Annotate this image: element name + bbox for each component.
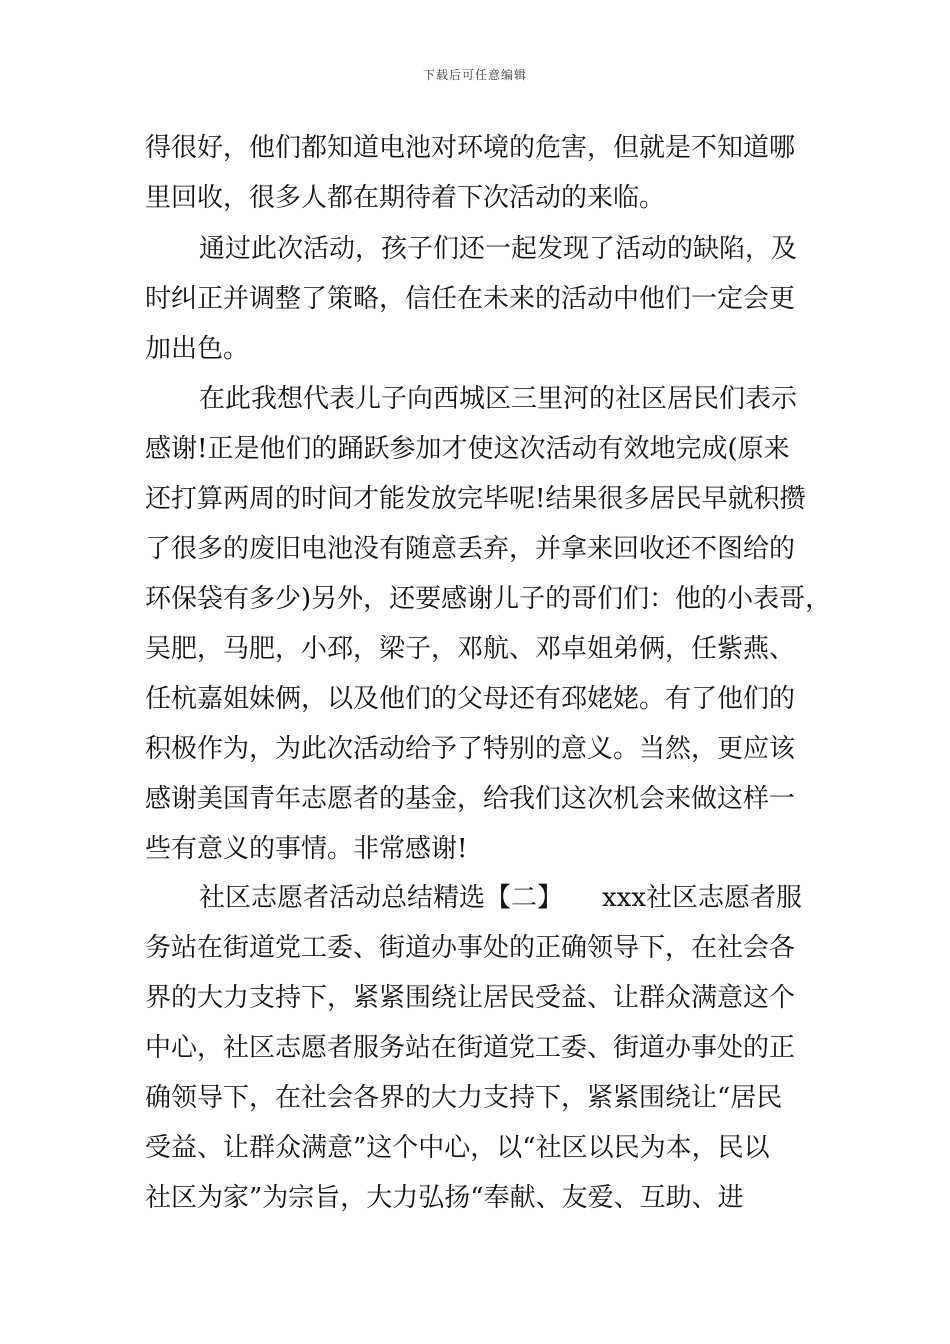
text-line: 些有意义的事情。非常感谢! [145,834,468,864]
text-line: 界的大力支持下，紧紧围绕让居民受益、让群众满意这个 [145,983,796,1013]
text-line: 务站在街道党工委、街道办事处的正确领导下，在社会各 [145,933,796,963]
text-line: 任杭嘉姐妹俩，以及他们的父母还有邳姥姥。有了他们的 [145,684,796,714]
text-line: 积极作为，为此次活动给予了特别的意义。当然，更应该 [145,734,796,764]
text-line: 社区为家”为宗旨，大力弘扬“奉献、友爱、互助、进 [145,1183,744,1213]
text-line: 环保袋有多少)另外，还要感谢儿子的哥们们：他的小表哥， [145,584,832,614]
text-line: 了很多的废旧电池没有随意丢弃，并拿来回收还不图给的 [145,534,796,564]
text-line: 吴肥，马肥，小邳，梁子，邓航、邓卓姐弟俩，任紫燕、 [145,634,796,664]
text-line: 通过此次活动，孩子们还一起发现了活动的缺陷，及 [199,234,798,264]
text-line: 感谢美国青年志愿者的基金，给我们这次机会来做这样一 [145,784,796,814]
text-line: 加出色。 [145,334,250,364]
text-line: 确领导下，在社会各界的大力支持下，紧紧围绕让“居民 [145,1083,783,1113]
text-line: 中心，社区志愿者服务站在街道党工委、街道办事处的正 [145,1033,796,1063]
text-line: 在此我想代表儿子向西城区三里河的社区居民们表示 [199,384,798,414]
text-line: 得很好，他们都知道电池对环境的危害，但就是不知道哪 [145,133,796,163]
section-heading-line: 社区志愿者活动总结精选【二】 xxx社区志愿者服 [199,883,802,913]
text-line: 时纠正并调整了策略，信任在未来的活动中他们一定会更 [145,284,796,314]
text-line: 受益、让群众满意”这个中心，以“社区以民为本，民以 [145,1133,770,1163]
text-line: 感谢!正是他们的踊跃参加才使这次活动有效地完成(原来 [145,434,790,464]
text-line: 还打算两周的时间才能发放完毕呢!结果很多居民早就积攒 [145,484,806,514]
text-line: 里回收，很多人都在期待着下次活动的来临。 [145,183,666,213]
page-header: 下载后可任意编辑 [422,68,527,82]
